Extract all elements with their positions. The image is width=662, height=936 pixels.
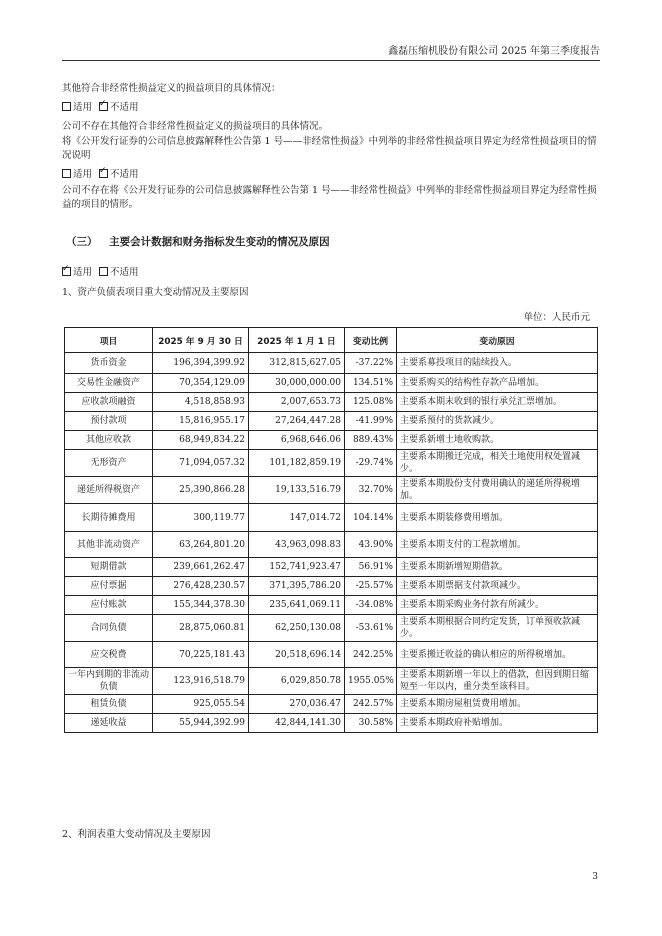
table-row (65, 714, 598, 733)
table-row (65, 477, 598, 504)
cell-jan-1: 312,815,627.05 (249, 353, 345, 374)
cell-reason: 主要系本期政府补贴增加。 (397, 714, 598, 733)
cell-jan-1: 2,007,653.73 (249, 393, 345, 412)
currency-unit: 单位：人民币元 (523, 312, 590, 323)
not-applicable-label: 不适用 (110, 267, 139, 278)
table-row (65, 504, 598, 532)
cell-sep-30: 925,055.54 (153, 695, 249, 714)
cell-jan-1: 42,844,141.30 (249, 714, 345, 733)
not-applicable-label: 不适用 (110, 169, 139, 180)
checkbox-checked-icon (99, 102, 108, 111)
header-reason: 变动原因 (397, 328, 598, 353)
cell-sep-30: 196,394,399.92 (153, 353, 249, 374)
cell-item: 递延收益 (65, 714, 153, 733)
not-applicable-label: 不适用 (110, 102, 139, 113)
table-row (65, 577, 598, 596)
cell-sep-30: 155,344,378.30 (153, 596, 249, 615)
cell-reason: 主要系购买的结构性存款产品增加。 (397, 374, 598, 393)
cell-item: 递延所得税资产 (65, 477, 153, 504)
cell-item: 无形资产 (65, 450, 153, 477)
cell-jan-1: 30,000,000.00 (249, 374, 345, 393)
cell-change-ratio: 242.25% (345, 642, 397, 668)
cell-sep-30: 28,875,060.81 (153, 615, 249, 642)
checkbox-unchecked-icon (62, 169, 71, 178)
cell-reason: 主要系本期新增一年以上的借款，但因到期日缩短至一年以内，重分类至该科目。 (397, 668, 598, 695)
cell-jan-1: 270,036.47 (249, 695, 345, 714)
cell-reason: 主要系本期支付的工程款增加。 (397, 532, 598, 558)
table-row (65, 695, 598, 714)
cell-item: 短期借款 (65, 558, 153, 577)
cell-change-ratio: 104.14% (345, 504, 397, 532)
subheading-balance-sheet: 1、资产负债表项目重大变动情况及主要原因 (62, 287, 249, 298)
checkbox-row-3 (62, 264, 139, 278)
cell-reason: 主要系新增土地收购款。 (397, 431, 598, 450)
cell-jan-1: 43,963,098.83 (249, 532, 345, 558)
cell-change-ratio: 134.51% (345, 374, 397, 393)
cell-jan-1: 152,741,923.47 (249, 558, 345, 577)
cell-sep-30: 300,119.77 (153, 504, 249, 532)
cell-item: 应交税费 (65, 642, 153, 668)
cell-sep-30: 123,916,518.79 (153, 668, 249, 695)
cell-jan-1: 20,518,696.14 (249, 642, 345, 668)
cell-jan-1: 19,133,516.79 (249, 477, 345, 504)
cell-item: 租赁负债 (65, 695, 153, 714)
cell-reason: 主要系本期根据合同约定发货，订单预收款减少。 (397, 615, 598, 642)
header-item: 项目 (65, 328, 153, 353)
table-row (65, 393, 598, 412)
cell-item: 合同负债 (65, 615, 153, 642)
section-heading (66, 234, 330, 249)
cell-jan-1: 27,264,447.28 (249, 412, 345, 431)
header-jan-1: 2025 年 1 月 1 日 (249, 328, 345, 353)
cell-sep-30: 4,518,858.93 (153, 393, 249, 412)
cell-reason: 主要系本期新增短期借款。 (397, 558, 598, 577)
table-row (65, 615, 598, 642)
cell-jan-1: 235,641,069.11 (249, 596, 345, 615)
checkbox-row-2 (62, 166, 139, 180)
table-header-row (65, 328, 598, 353)
header-change-ratio: 变动比例 (345, 328, 397, 353)
cell-sep-30: 55,944,392.99 (153, 714, 249, 733)
cell-change-ratio: -37.22% (345, 353, 397, 374)
cell-reason: 主要系募投项目的陆续投入。 (397, 353, 598, 374)
balance-sheet-changes-table (64, 327, 598, 733)
cell-reason: 主要系本期票据支付款项减少。 (397, 577, 598, 596)
cell-reason: 主要系搬迁收益的确认相应的所得税增加。 (397, 642, 598, 668)
page-header: 鑫磊压缩机股份有限公司 2025 年第三季度报告 (62, 42, 600, 61)
cell-item: 预付款项 (65, 412, 153, 431)
cell-change-ratio: 125.08% (345, 393, 397, 412)
section-title: 主要会计数据和财务指标发生变动的情况及原因 (109, 236, 330, 248)
checkbox-row-1 (62, 99, 139, 113)
cell-item: 货币资金 (65, 353, 153, 374)
cell-change-ratio: 56.91% (345, 558, 397, 577)
cell-change-ratio: -29.74% (345, 450, 397, 477)
table-row (65, 596, 598, 615)
cell-item: 应付账款 (65, 596, 153, 615)
checkbox-checked-icon (62, 267, 71, 276)
cell-sep-30: 239,661,262.47 (153, 558, 249, 577)
cell-item: 一年内到期的非流动负债 (65, 668, 153, 695)
cell-sep-30: 276,428,230.57 (153, 577, 249, 596)
section-number: （三） (66, 236, 98, 248)
cell-item: 应收款项融资 (65, 393, 153, 412)
cell-sep-30: 70,354,129.09 (153, 374, 249, 393)
cell-reason: 主要系本期装修费用增加。 (397, 504, 598, 532)
cell-change-ratio: 242.57% (345, 695, 397, 714)
paragraph-other-items: 其他符合非经常性损益定义的损益项目的具体情况： (62, 83, 281, 94)
cell-item: 长期待摊费用 (65, 504, 153, 532)
paragraph-reclassification: 将《公开发行证券的公司信息披露解释性公告第 1 号——非经常性损益》中列举的非经常性损益项目界定为经常性损益项目的情况说明 (62, 136, 597, 161)
cell-change-ratio: 32.70% (345, 477, 397, 504)
cell-reason: 主要系本期房屋租赁费用增加。 (397, 695, 598, 714)
paragraph-no-reclassification: 公司不存在将《公开发行证券的公司信息披露解释性公告第 1 号——非经常性损益》中列举的非经常性损益项目界定为经常性损益的项目的情形。 (62, 185, 597, 210)
cell-reason: 主要系本期股份支付费用确认的递延所得税增加。 (397, 477, 598, 504)
page-number: 3 (592, 872, 598, 882)
table-row (65, 412, 598, 431)
cell-reason: 主要系预付的货款减少。 (397, 412, 598, 431)
table-row (65, 450, 598, 477)
table-row (65, 532, 598, 558)
cell-item: 其他非流动资产 (65, 532, 153, 558)
cell-change-ratio: 30.58% (345, 714, 397, 733)
table-row (65, 374, 598, 393)
table-row (65, 642, 598, 668)
table-row (65, 431, 598, 450)
cell-reason: 主要系本期末收到的银行承兑汇票增加。 (397, 393, 598, 412)
cell-item: 应付票据 (65, 577, 153, 596)
cell-reason: 主要系本期采购业务付款有所减少。 (397, 596, 598, 615)
cell-change-ratio: 43.90% (345, 532, 397, 558)
applicable-label: 适用 (73, 267, 93, 278)
cell-change-ratio: -53.61% (345, 615, 397, 642)
cell-item: 交易性金融资产 (65, 374, 153, 393)
cell-jan-1: 6,029,850.78 (249, 668, 345, 695)
cell-change-ratio: 1955.05% (345, 668, 397, 695)
cell-change-ratio: -25.57% (345, 577, 397, 596)
cell-jan-1: 147,014.72 (249, 504, 345, 532)
cell-sep-30: 63,264,801.20 (153, 532, 249, 558)
header-sep-30: 2025 年 9 月 30 日 (153, 328, 249, 353)
checkbox-unchecked-icon (62, 102, 71, 111)
cell-jan-1: 101,182,859.19 (249, 450, 345, 477)
cell-jan-1: 6,968,646.06 (249, 431, 345, 450)
subheading-income-statement: 2、利润表重大变动情况及主要原因 (62, 829, 211, 840)
cell-item: 其他应收款 (65, 431, 153, 450)
table-row (65, 353, 598, 374)
paragraph-no-other-items: 公司不存在其他符合非经常性损益定义的损益项目的具体情况。 (62, 121, 329, 132)
cell-jan-1: 62,250,130.08 (249, 615, 345, 642)
cell-sep-30: 70,225,181.43 (153, 642, 249, 668)
cell-reason: 主要系本期搬迁完成，相关土地使用权处置减少。 (397, 450, 598, 477)
cell-jan-1: 371,395,786.20 (249, 577, 345, 596)
cell-sep-30: 25,390,866.28 (153, 477, 249, 504)
applicable-label: 适用 (73, 169, 93, 180)
checkbox-checked-icon (99, 169, 108, 178)
cell-sep-30: 68,949,834.22 (153, 431, 249, 450)
applicable-label: 适用 (73, 102, 93, 113)
cell-change-ratio: -41.99% (345, 412, 397, 431)
cell-change-ratio: -34.08% (345, 596, 397, 615)
cell-sep-30: 71,094,057.32 (153, 450, 249, 477)
cell-change-ratio: 889.43% (345, 431, 397, 450)
cell-sep-30: 15,816,955.17 (153, 412, 249, 431)
table-row (65, 558, 598, 577)
table-row (65, 668, 598, 695)
checkbox-unchecked-icon (99, 267, 108, 276)
